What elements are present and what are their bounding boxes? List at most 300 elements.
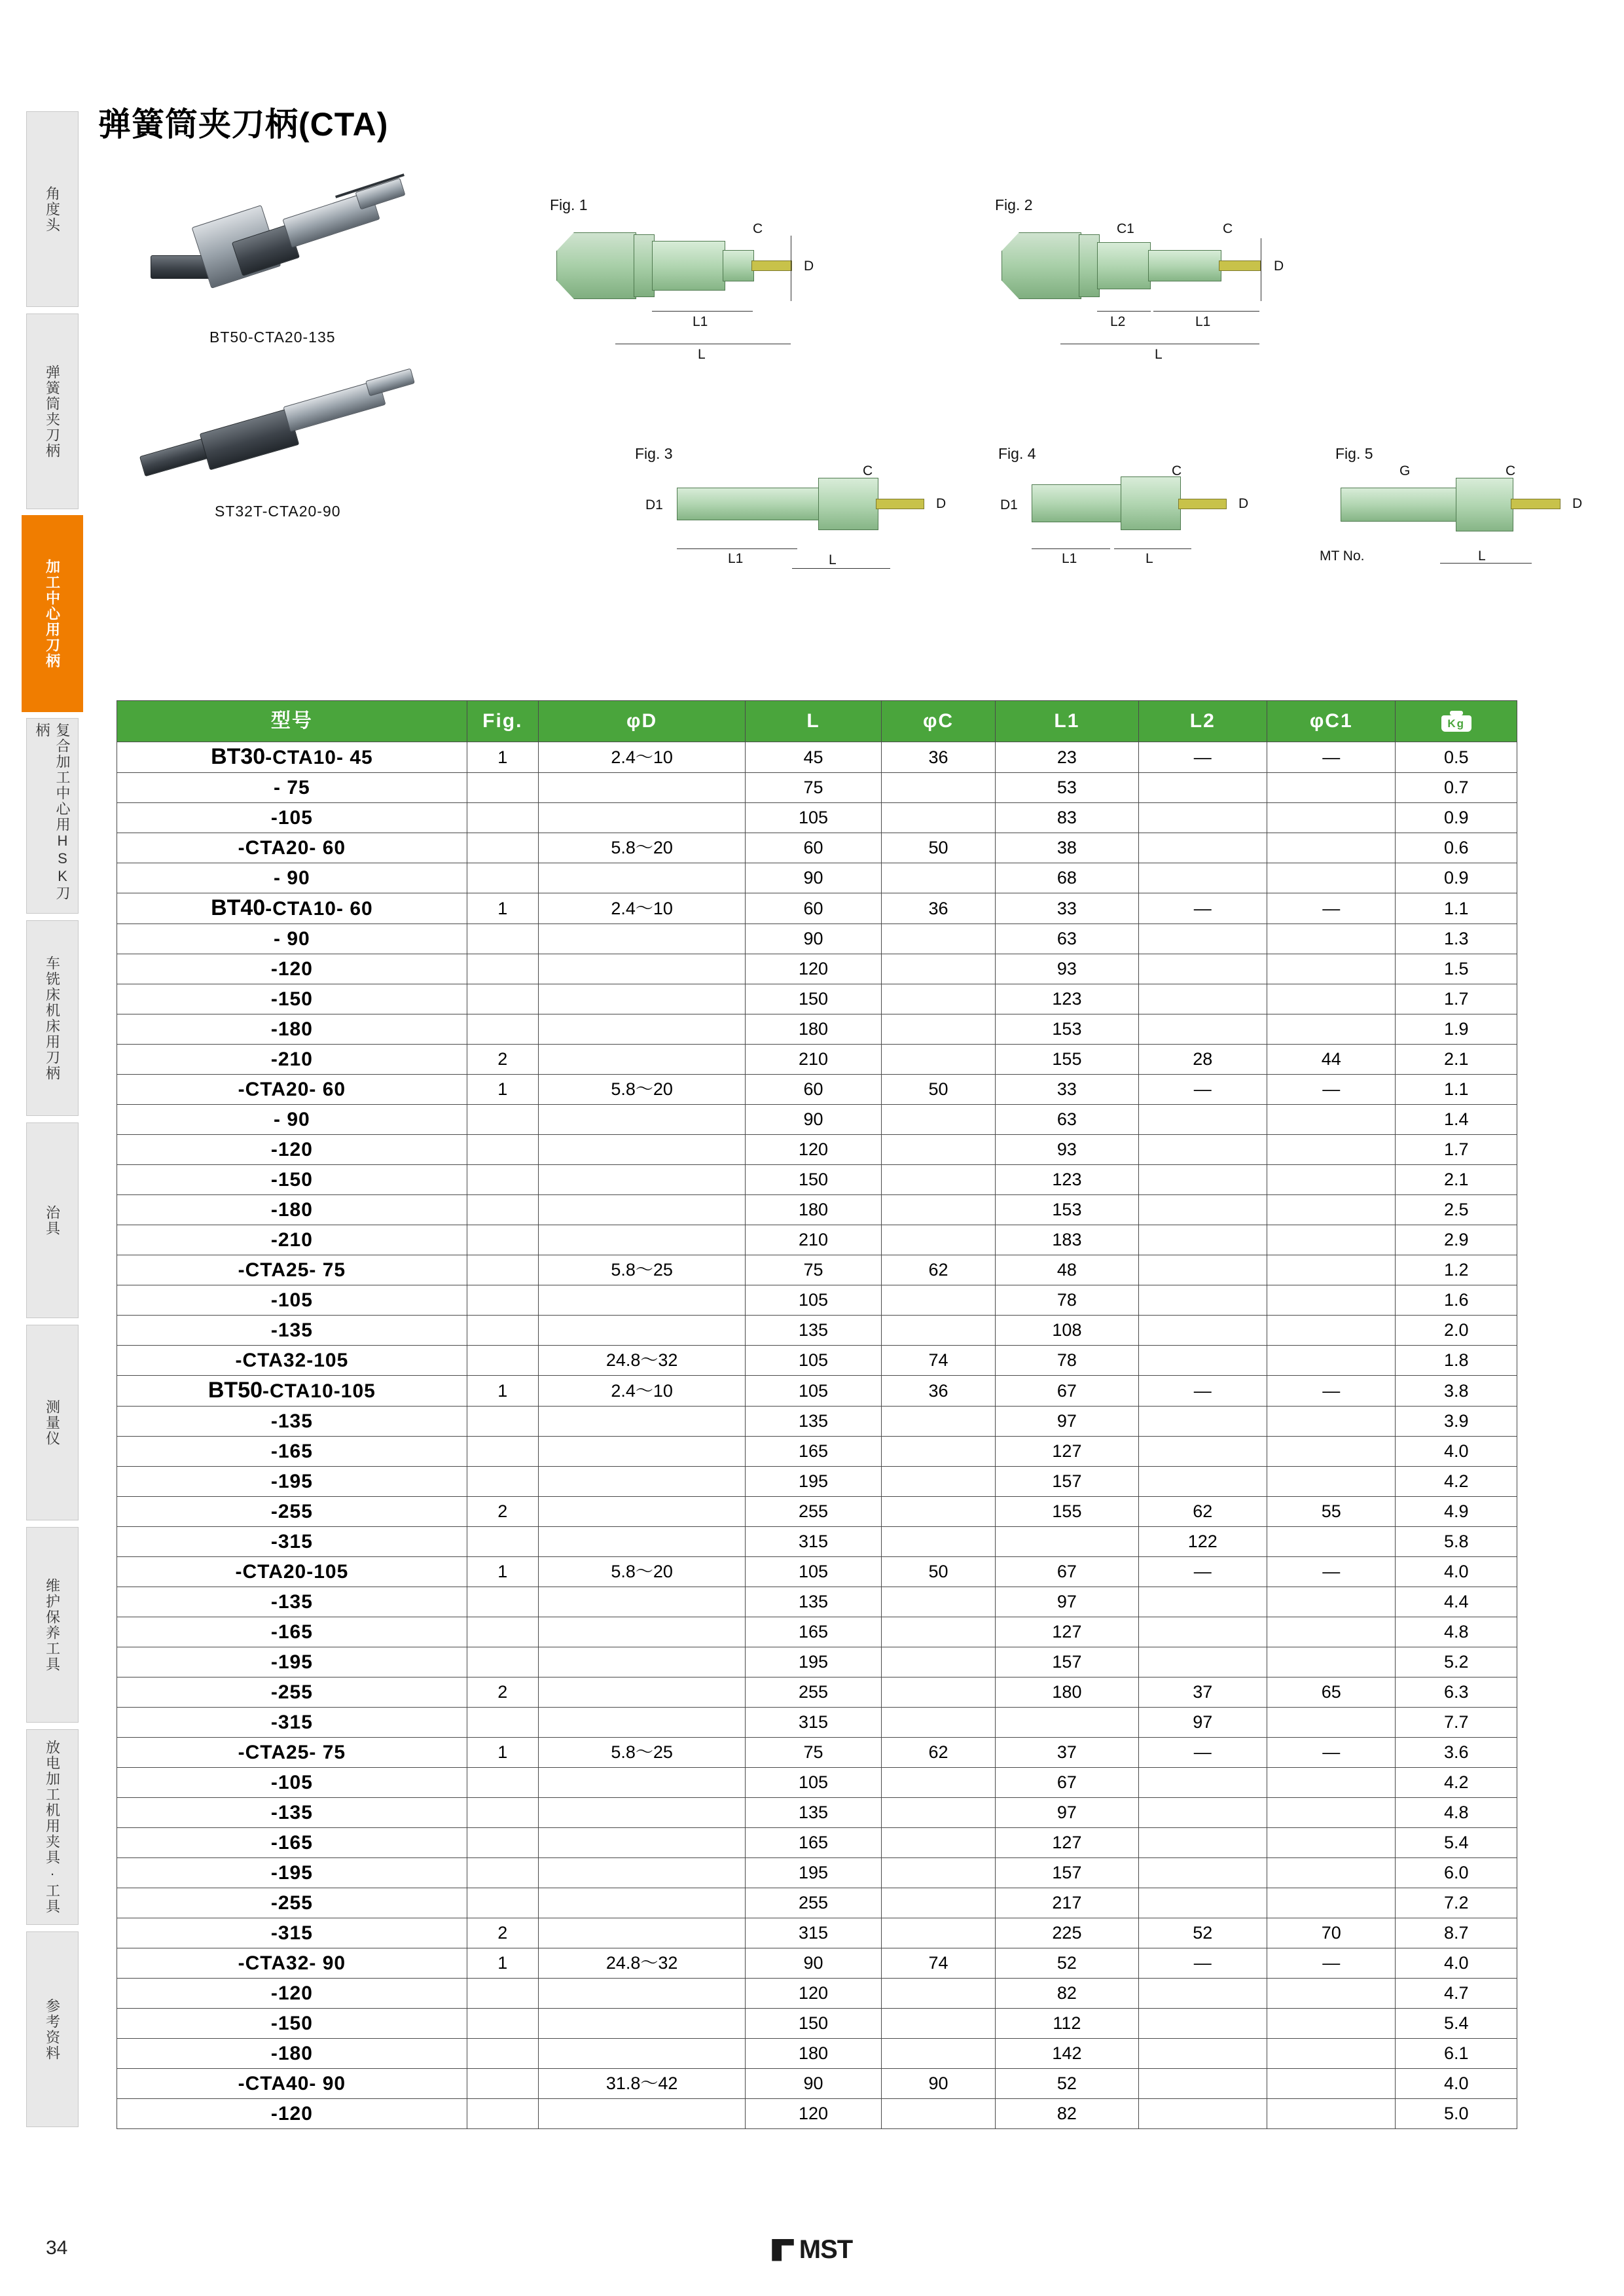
model-series: BT50 <box>208 1378 263 1403</box>
table-row[interactable] <box>117 924 1517 954</box>
cell-phi-d <box>538 1888 745 1918</box>
cell-weight: 1.3 <box>1396 924 1517 954</box>
cell-phi-d: 5.8〜20 <box>538 1557 745 1587</box>
cell-l2 <box>1138 1798 1267 1828</box>
cell-phi-d <box>538 1195 745 1225</box>
model-suffix: -120 <box>270 958 313 980</box>
cell-model <box>117 1346 467 1376</box>
cell-phi-c: 74 <box>881 1346 996 1376</box>
cell-fig <box>467 1647 538 1677</box>
sidebar-item-label: 车铣床机床用刀柄 <box>44 955 61 1081</box>
cell-fig <box>467 1165 538 1195</box>
table-row[interactable] <box>117 1497 1517 1527</box>
cell-phi-c <box>881 924 996 954</box>
cell-l1: 93 <box>996 1135 1138 1165</box>
cell-model <box>117 1617 467 1647</box>
table-row[interactable] <box>117 1768 1517 1798</box>
fig-4-dim-l1: L1 <box>1062 551 1077 566</box>
sidebar-item-2[interactable] <box>22 516 82 711</box>
sidebar-item-label: 参考资料 <box>44 1998 61 2061</box>
cell-fig <box>467 1316 538 1346</box>
table-row[interactable] <box>117 1738 1517 1768</box>
cell-l: 150 <box>746 1165 881 1195</box>
cell-model <box>117 1195 467 1225</box>
table-row[interactable] <box>117 1557 1517 1587</box>
cell-l2 <box>1138 1858 1267 1888</box>
table-row[interactable] <box>117 1708 1517 1738</box>
fig-4-dim-l: L <box>1146 551 1153 566</box>
fig-3-label: Fig. 3 <box>635 445 673 462</box>
cell-l1: 108 <box>996 1316 1138 1346</box>
cell-phi-c <box>881 984 996 1014</box>
product-photo-1 <box>137 170 412 321</box>
cell-l1: 127 <box>996 1617 1138 1647</box>
cell-l2: 122 <box>1138 1527 1267 1557</box>
cell-phi-c1 <box>1267 1979 1396 2009</box>
cell-phi-c <box>881 1828 996 1858</box>
cell-l: 90 <box>746 1948 881 1979</box>
table-row[interactable] <box>117 2069 1517 2099</box>
table-row[interactable] <box>117 1948 1517 1979</box>
cell-phi-c1 <box>1267 1165 1396 1195</box>
cell-phi-c1 <box>1267 1014 1396 1045</box>
cell-fig: 2 <box>467 1677 538 1708</box>
table-row[interactable] <box>117 1677 1517 1708</box>
cell-l2 <box>1138 1165 1267 1195</box>
figure-area <box>98 157 1583 681</box>
cell-model <box>117 1285 467 1316</box>
cell-phi-d: 2.4〜10 <box>538 1376 745 1407</box>
cell-l2 <box>1138 1195 1267 1225</box>
cell-l2 <box>1138 1888 1267 1918</box>
cell-l2 <box>1138 1285 1267 1316</box>
cell-l1: 53 <box>996 773 1138 803</box>
cell-fig: 2 <box>467 1918 538 1948</box>
model-series: BT40 <box>211 895 266 920</box>
model-suffix: -135 <box>270 1802 313 1823</box>
cell-l1: 67 <box>996 1768 1138 1798</box>
cell-fig <box>467 1798 538 1828</box>
cell-phi-c <box>881 1708 996 1738</box>
cell-phi-c1 <box>1267 1798 1396 1828</box>
table-row[interactable] <box>117 954 1517 984</box>
col-l: L <box>746 701 881 742</box>
table-row[interactable] <box>117 1165 1517 1195</box>
cell-l1 <box>996 1708 1138 1738</box>
cell-l: 165 <box>746 1617 881 1647</box>
model-suffix: -CTA25- 75 <box>238 1259 346 1281</box>
cell-l1: 37 <box>996 1738 1138 1768</box>
brand-mark-icon <box>772 2239 794 2261</box>
cell-weight: 4.8 <box>1396 1617 1517 1647</box>
cell-model <box>117 1527 467 1557</box>
cell-phi-c <box>881 2039 996 2069</box>
cell-l: 60 <box>746 833 881 863</box>
sidebar-item-6[interactable] <box>26 1325 79 1520</box>
cell-l2 <box>1138 1467 1267 1497</box>
cell-l1: 112 <box>996 2009 1138 2039</box>
cell-l: 75 <box>746 773 881 803</box>
cell-phi-c1 <box>1267 1828 1396 1858</box>
table-row[interactable] <box>117 1014 1517 1045</box>
model-suffix: -165 <box>270 1621 313 1643</box>
spec-table-wrapper <box>117 700 1517 2129</box>
cell-phi-d <box>538 1225 745 1255</box>
cell-phi-c1: — <box>1267 893 1396 924</box>
table-row[interactable] <box>117 742 1517 773</box>
cell-l2 <box>1138 2099 1267 2129</box>
cell-l1: 183 <box>996 1225 1138 1255</box>
sidebar-item-3[interactable] <box>26 718 79 914</box>
cell-phi-d <box>538 1467 745 1497</box>
table-row[interactable] <box>117 1467 1517 1497</box>
sidebar-item-label: 弹簧筒夹刀柄 <box>44 364 61 459</box>
cell-weight: 0.9 <box>1396 863 1517 893</box>
col-phi-d: φD <box>538 701 745 742</box>
cell-model <box>117 1948 467 1979</box>
cell-l1: 157 <box>996 1647 1138 1677</box>
cell-weight: 1.6 <box>1396 1285 1517 1316</box>
fig-5-mt-no: MT No. <box>1320 548 1365 564</box>
cell-weight: 4.2 <box>1396 1467 1517 1497</box>
cell-phi-c1 <box>1267 1527 1396 1557</box>
cell-fig <box>467 1467 538 1497</box>
cell-model <box>117 1045 467 1075</box>
cell-phi-c <box>881 1918 996 1948</box>
sidebar-item-5[interactable] <box>26 1122 79 1318</box>
fig-5-dim-d: D <box>1572 496 1583 511</box>
cell-phi-c1: 70 <box>1267 1918 1396 1948</box>
cell-phi-c: 90 <box>881 2069 996 2099</box>
cell-l1: 52 <box>996 1948 1138 1979</box>
model-suffix: -165 <box>270 1832 313 1854</box>
cell-l1: 217 <box>996 1888 1138 1918</box>
sidebar-item-1[interactable] <box>26 314 79 509</box>
table-row[interactable] <box>117 833 1517 863</box>
table-row[interactable] <box>117 1858 1517 1888</box>
table-row[interactable] <box>117 2009 1517 2039</box>
table-row[interactable] <box>117 1798 1517 1828</box>
cell-l: 135 <box>746 1316 881 1346</box>
table-row[interactable] <box>117 1918 1517 1948</box>
model-suffix: -195 <box>270 1862 313 1884</box>
cell-l2: — <box>1138 1738 1267 1768</box>
cell-phi-c: 36 <box>881 893 996 924</box>
cell-fig: 1 <box>467 1557 538 1587</box>
cell-phi-d <box>538 2039 745 2069</box>
cell-weight: 1.8 <box>1396 1346 1517 1376</box>
cell-l2 <box>1138 1647 1267 1677</box>
cell-phi-d: 5.8〜25 <box>538 1255 745 1285</box>
cell-phi-c1 <box>1267 2099 1396 2129</box>
model-suffix: -315 <box>270 1922 313 1944</box>
cell-phi-c1 <box>1267 1225 1396 1255</box>
table-row[interactable] <box>117 773 1517 803</box>
cell-l: 105 <box>746 1285 881 1316</box>
cell-l2 <box>1138 1135 1267 1165</box>
model-suffix: -210 <box>270 1049 313 1070</box>
table-row[interactable] <box>117 1105 1517 1135</box>
cell-l: 90 <box>746 2069 881 2099</box>
cell-l2 <box>1138 1346 1267 1376</box>
cell-l2: 62 <box>1138 1497 1267 1527</box>
cell-weight: 6.3 <box>1396 1677 1517 1708</box>
fig-3-dim-l: L <box>829 552 837 567</box>
table-row[interactable] <box>117 1587 1517 1617</box>
cell-l2 <box>1138 1768 1267 1798</box>
cell-l: 315 <box>746 1708 881 1738</box>
cell-phi-c1 <box>1267 1135 1396 1165</box>
fig-3-dim-l1: L1 <box>728 551 744 566</box>
cell-phi-c1 <box>1267 2069 1396 2099</box>
cell-phi-d <box>538 1105 745 1135</box>
model-suffix: -195 <box>270 1471 313 1492</box>
sidebar-item-7[interactable] <box>26 1527 79 1723</box>
model-suffix: -105 <box>270 807 313 829</box>
cell-l: 120 <box>746 2099 881 2129</box>
cell-l: 105 <box>746 803 881 833</box>
cell-weight: 5.4 <box>1396 2009 1517 2039</box>
fig-3-dim-d1: D1 <box>645 497 663 512</box>
model-suffix: -150 <box>270 2013 313 2034</box>
cell-l1: 97 <box>996 1587 1138 1617</box>
model-suffix: - 75 <box>274 777 310 798</box>
fig-2-dim-c1: C1 <box>1117 221 1134 236</box>
cell-weight: 4.2 <box>1396 1768 1517 1798</box>
cell-fig <box>467 1979 538 2009</box>
cell-l1: 153 <box>996 1014 1138 1045</box>
cell-l1: 38 <box>996 833 1138 863</box>
table-row[interactable] <box>117 1888 1517 1918</box>
cell-fig <box>467 1255 538 1285</box>
table-header-row <box>117 701 1517 742</box>
cell-l2: 28 <box>1138 1045 1267 1075</box>
fig-4-dim-d1: D1 <box>1000 497 1018 512</box>
cell-phi-c <box>881 954 996 984</box>
cell-phi-d <box>538 1979 745 2009</box>
cell-phi-c <box>881 2009 996 2039</box>
cell-fig <box>467 1828 538 1858</box>
cell-weight: 5.2 <box>1396 1647 1517 1677</box>
cell-model <box>117 893 467 924</box>
table-row[interactable] <box>117 2099 1517 2129</box>
cell-l2 <box>1138 2009 1267 2039</box>
cell-phi-d <box>538 1798 745 1828</box>
cell-model <box>117 2039 467 2069</box>
cell-l: 105 <box>746 1376 881 1407</box>
model-suffix: -210 <box>270 1229 313 1251</box>
table-row[interactable] <box>117 1195 1517 1225</box>
model-suffix: -150 <box>270 988 313 1010</box>
cell-model <box>117 863 467 893</box>
cell-phi-d <box>538 1285 745 1316</box>
model-suffix: -CTA20- 60 <box>238 837 346 859</box>
cell-weight: 1.1 <box>1396 893 1517 924</box>
cell-weight: 7.2 <box>1396 1888 1517 1918</box>
table-row[interactable] <box>117 1225 1517 1255</box>
cell-phi-d <box>538 1647 745 1677</box>
cell-l2: — <box>1138 742 1267 773</box>
cell-l: 315 <box>746 1918 881 1948</box>
cell-fig: 1 <box>467 1075 538 1105</box>
table-row[interactable] <box>117 1407 1517 1437</box>
cell-l2 <box>1138 863 1267 893</box>
cell-l1: 52 <box>996 2069 1138 2099</box>
cell-weight: 6.0 <box>1396 1858 1517 1888</box>
cell-weight: 4.7 <box>1396 1979 1517 2009</box>
cell-l: 195 <box>746 1858 881 1888</box>
cell-l1: 82 <box>996 1979 1138 2009</box>
table-row[interactable] <box>117 893 1517 924</box>
sidebar-rail <box>26 111 79 2127</box>
cell-fig <box>467 1225 538 1255</box>
cell-phi-c1 <box>1267 954 1396 984</box>
cell-phi-c <box>881 1647 996 1677</box>
col-l2: L2 <box>1138 701 1267 742</box>
cell-l2 <box>1138 1407 1267 1437</box>
cell-l2 <box>1138 1617 1267 1647</box>
cell-phi-d: 2.4〜10 <box>538 742 745 773</box>
table-row[interactable] <box>117 1255 1517 1285</box>
fig-1-label: Fig. 1 <box>550 196 588 213</box>
cell-l2 <box>1138 1437 1267 1467</box>
spec-table <box>117 700 1517 2129</box>
cell-phi-c1 <box>1267 2009 1396 2039</box>
cell-weight: 8.7 <box>1396 1918 1517 1948</box>
sidebar-item-label: 加工中心用刀柄 <box>44 558 61 669</box>
cell-l: 255 <box>746 1497 881 1527</box>
cell-phi-d <box>538 1858 745 1888</box>
cell-phi-d <box>538 1527 745 1557</box>
table-row[interactable] <box>117 1045 1517 1075</box>
cell-phi-c <box>881 2099 996 2129</box>
cell-model <box>117 1135 467 1165</box>
cell-l1: 33 <box>996 893 1138 924</box>
table-row[interactable] <box>117 803 1517 833</box>
cell-phi-c1 <box>1267 1285 1396 1316</box>
cell-model <box>117 1888 467 1918</box>
fig-2-label: Fig. 2 <box>995 196 1033 213</box>
page-number: 34 <box>46 2237 68 2259</box>
cell-model <box>117 773 467 803</box>
table-row[interactable] <box>117 1647 1517 1677</box>
cell-l: 120 <box>746 954 881 984</box>
cell-phi-c <box>881 1677 996 1708</box>
cell-weight: 3.6 <box>1396 1738 1517 1768</box>
cell-l: 135 <box>746 1407 881 1437</box>
model-suffix: -105 <box>270 1289 313 1311</box>
brand-name: MST <box>799 2235 853 2264</box>
table-row[interactable] <box>117 1617 1517 1647</box>
cell-phi-c1 <box>1267 803 1396 833</box>
fig-2-dim-c: C <box>1223 221 1233 236</box>
cell-phi-d <box>538 773 745 803</box>
table-row[interactable] <box>117 1135 1517 1165</box>
fig-1-dim-l1: L1 <box>693 314 708 329</box>
fig-3-dim-c: C <box>863 463 873 478</box>
cell-l: 255 <box>746 1888 881 1918</box>
table-row[interactable] <box>117 1376 1517 1407</box>
model-suffix: -180 <box>270 2043 313 2064</box>
cell-phi-c <box>881 1045 996 1075</box>
table-row[interactable] <box>117 1437 1517 1467</box>
cell-fig <box>467 1587 538 1617</box>
cell-phi-c1 <box>1267 773 1396 803</box>
model-suffix: -CTA25- 75 <box>238 1742 346 1763</box>
cell-phi-c: 36 <box>881 742 996 773</box>
table-row[interactable] <box>117 1285 1517 1316</box>
sidebar-item-4[interactable] <box>26 920 79 1116</box>
cell-model <box>117 1014 467 1045</box>
model-suffix: -CTA40- 90 <box>238 2073 346 2094</box>
cell-phi-d <box>538 1014 745 1045</box>
model-suffix: -150 <box>270 1169 313 1191</box>
table-row[interactable] <box>117 1316 1517 1346</box>
table-row[interactable] <box>117 1979 1517 2009</box>
fig-4-dim-c: C <box>1172 463 1182 478</box>
cell-l: 165 <box>746 1828 881 1858</box>
table-row[interactable] <box>117 1075 1517 1105</box>
model-suffix: -120 <box>270 1982 313 2004</box>
cell-l: 90 <box>746 1105 881 1135</box>
cell-l: 150 <box>746 984 881 1014</box>
cell-phi-d <box>538 924 745 954</box>
model-suffix: -135 <box>270 1591 313 1613</box>
sidebar-item-label: 复合加工中心用HSK刀柄 <box>34 723 71 901</box>
table-row[interactable] <box>117 1346 1517 1376</box>
cell-l: 60 <box>746 1075 881 1105</box>
cell-phi-c1: 65 <box>1267 1677 1396 1708</box>
cell-l1: 155 <box>996 1045 1138 1075</box>
brand-logo <box>772 2235 852 2265</box>
cell-phi-c <box>881 1105 996 1135</box>
cell-l1: 157 <box>996 1858 1138 1888</box>
sidebar-item-label: 放电加工机用夹具·工具 <box>44 1740 61 1914</box>
table-row[interactable] <box>117 863 1517 893</box>
table-row[interactable] <box>117 1527 1517 1557</box>
table-row[interactable] <box>117 984 1517 1014</box>
cell-l1: 180 <box>996 1677 1138 1708</box>
cell-weight: 5.8 <box>1396 1527 1517 1557</box>
cell-model <box>117 1105 467 1135</box>
sidebar-item-0[interactable] <box>26 111 79 307</box>
cell-l1: 63 <box>996 924 1138 954</box>
cell-phi-c1 <box>1267 1647 1396 1677</box>
cell-fig: 1 <box>467 893 538 924</box>
cell-weight: 4.0 <box>1396 1557 1517 1587</box>
cell-l: 315 <box>746 1527 881 1557</box>
table-row[interactable] <box>117 2039 1517 2069</box>
cell-phi-d <box>538 2009 745 2039</box>
cell-phi-d <box>538 1437 745 1467</box>
cell-phi-d: 31.8〜42 <box>538 2069 745 2099</box>
cell-weight: 4.4 <box>1396 1587 1517 1617</box>
cell-fig: 1 <box>467 1738 538 1768</box>
col-phi-c1: φC1 <box>1267 701 1396 742</box>
cell-l: 90 <box>746 863 881 893</box>
cell-phi-c <box>881 803 996 833</box>
product-photo-1-caption: BT50-CTA20-135 <box>209 329 336 346</box>
col-fig: Fig. <box>467 701 538 742</box>
cell-phi-d: 24.8〜32 <box>538 1948 745 1979</box>
sidebar-item-8[interactable] <box>26 1729 79 1925</box>
sidebar-item-9[interactable] <box>26 1931 79 2127</box>
model-suffix: -255 <box>270 1892 313 1914</box>
cell-l2: — <box>1138 1948 1267 1979</box>
table-row[interactable] <box>117 1828 1517 1858</box>
cell-model <box>117 1677 467 1708</box>
cell-fig <box>467 1888 538 1918</box>
